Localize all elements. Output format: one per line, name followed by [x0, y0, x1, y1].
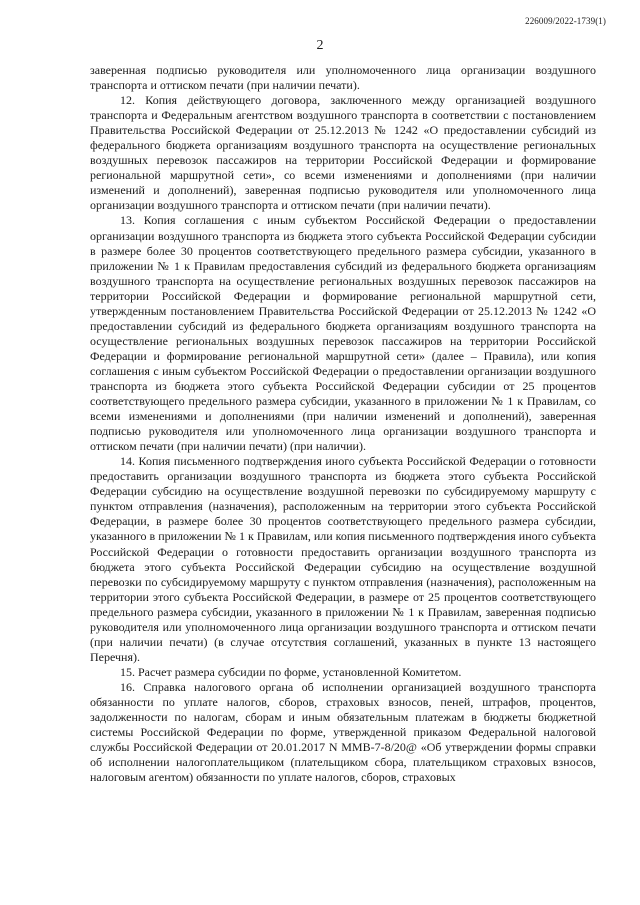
paragraph-item-12: 12. Копия действующего договора, заключенного между организацией воздушного транспорта и Федеральным агентством воздушного транспорта в соответствии с постановлением Правительства Российской Федерации от 25.12.2013 № 1242 «О предоставлении субсидий из федерального бюджета организациям воздушного транспорта на осуществление региональных воздушных перевозок пассажиров на территории Российской Федерации и формирование региональной маршрутной сети», со всеми изменениями и дополнениями (при наличии изменений и дополнений), заверенная подписью руководителя или уполномоченного лица организации воздушного транспорта и оттиском печати (при наличии печати). — [90, 93, 596, 213]
document-body — [90, 63, 596, 785]
paragraph-item-14: 14. Копия письменного подтверждения иного субъекта Российской Федерации о готовности предоставить организации воздушного транспорта из бюджета этого субъекта Российской Федерации субсидию на осуществление воздушной перевозки по субсидируемому маршруту с пунктом отправления (назначения), расположенным на территории этого субъекта Российской Федерации, в размере более 30 процентов соответствующего предельного размера субсидии, указанного в приложении № 1 к Правилам, или копия письменного подтверждения иного субъекта Российской Федерации о готовности предоставить организации воздушного транспорта из бюджета этого субъекта Российской Федерации субсидию на осуществление воздушной перевозки по субсидируемому маршруту с пунктом отправления (назначения), расположенным на территории этого субъекта Российской Федерации, в размере от 25 процентов соответствующего предельного размера субсидии, указанного в приложении № 1 к Правилам, заверенная подписью руководителя или уполномоченного лица организации воздушного транспорта и оттиском печати (при наличии печати) (в случае отсутствия соглашений, указанных в пункте 13 настоящего Перечня). — [90, 454, 596, 664]
paragraph-item-16: 16. Справка налогового органа об исполнении организацией воздушного транспорта обязанности по уплате налогов, сборов, страховых взносов, пеней, штрафов, процентов, задолженности по налогам, сборам и иным обязательным платежам в бюджеты бюджетной системы Российской Федерации по форме, утвержденной приказом Федеральной налоговой службы Российской Федерации от 20.01.2017 N ММВ-7-8/20@ «Об утверждении формы справки об исполнении налогоплательщиком (плательщиком сбора, плательщиком страховых взносов, налоговым агентом) обязанности по уплате налогов, сборов, страховых — [90, 679, 596, 785]
page-number: 2 — [316, 38, 324, 53]
paragraph-item-13: 13. Копия соглашения с иным субъектом Российской Федерации о предоставлении организации воздушного транспорта из бюджета этого субъекта Российской Федерации субсидии в размере более 30 процентов соответствующего предельного размера субсидии, указанного в приложении № 1 к Правилам предоставления субсидий из федерального бюджета организациям воздушного транспорта на осуществление региональных воздушных перевозок пассажиров на территории Российской Федерации и формирование региональной маршрутной сети, утвержденным постановлением Правительства Российской Федерации от 25.12.2013 № 1242 «О предоставлении субсидий из федерального бюджета организациям воздушного транспорта на осуществление региональных воздушных перевозок пассажиров на территории Российской Федерации и формирование региональной маршрутной сети» (далее – Правила), или копия соглашения с иным субъектом Российской Федерации о предоставлении организации воздушного транспорта из бюджета этого субъекта Российской Федерации субсидии от 25 процентов соответствующего предельного размера субсидии, указанного в приложении № 1 к Правилам, со всеми изменениями и дополнениями (при наличии изменений и дополнений), заверенная подписью руководителя или уполномоченного лица организации воздушного транспорта и оттиском печати (при наличии печати) (при наличии). — [90, 213, 596, 454]
paragraph-item-15: 15. Расчет размера субсидии по форме, установленной Комитетом. — [120, 664, 462, 679]
paragraph-continuation: заверенная подписью руководителя или уполномоченного лица организации воздушного транспорта и оттиском печати (при наличии печати). — [90, 63, 596, 93]
document-number: 226009/2022-1739(1) — [525, 16, 606, 26]
